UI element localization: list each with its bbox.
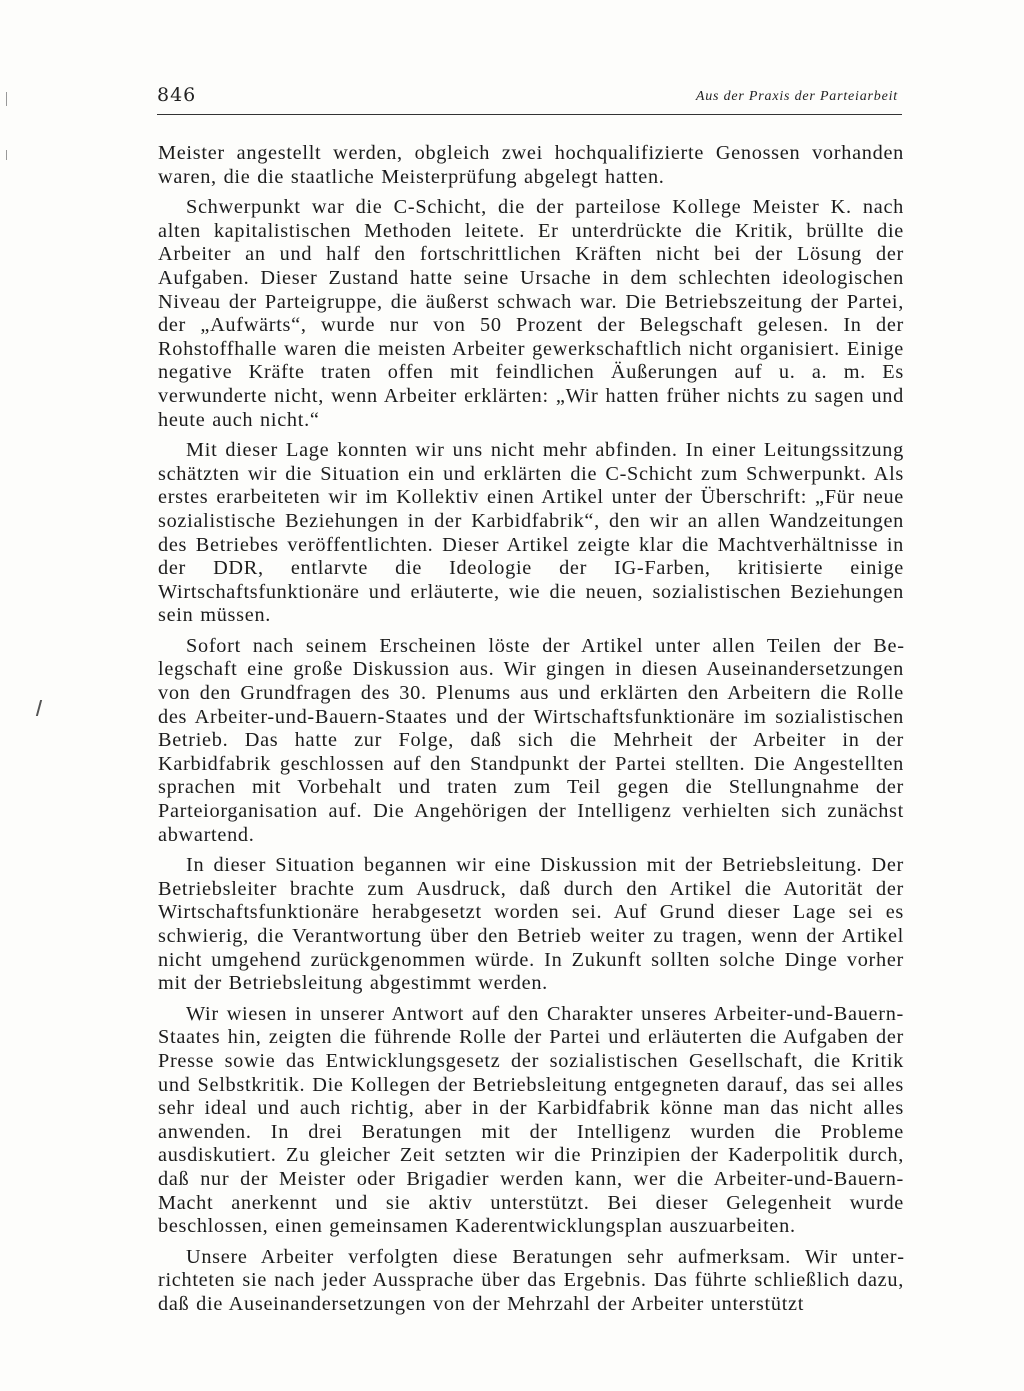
paragraph: Meister angestellt werden, obgleich zwei hochqualifizierte Genossen vorhanden waren, die die staatliche Meisterprüfung abgelegt hatten. bbox=[158, 142, 904, 188]
page-header bbox=[157, 84, 902, 115]
paragraph: Schwerpunkt war die C-Schicht, die der parteilose Kollege Meister K. nach alten kapitalistischen Methoden leitete. Er unterdrückte die Kritik, brüllte die Arbeiter an und half den fortschrittlichen Kräften nicht bei der Lösung der Aufgaben. Dieser Zustand hatte seine Ursache in dem schlechten ideologischen Niveau der Parteigruppe, die äußerst schwach war. Die Betriebszeitung der Partei, der „Aufwärts“, wurde nur von 50 Prozent der Belegschaft gelesen. In der Rohstoffhalle waren die meisten Arbeiter gewerkschaftlich nicht organisiert. Einige negative Kräfte traten offen mit feindlichen Äußerungen auf u. a. m. Es verwunderte nicht, wenn Arbeiter erklärten: „Wir hatten früher nichts zu sagen und heute auch nicht.“ bbox=[158, 196, 904, 431]
scan-edge-mark bbox=[6, 92, 7, 106]
scan-edge-mark bbox=[6, 150, 7, 160]
margin-pencil-mark bbox=[36, 700, 46, 716]
running-head: Aus der Praxis der Parteiarbeit bbox=[695, 89, 898, 104]
paragraph: In dieser Situation begannen wir eine Diskussion mit der Betriebsleitung. Der Betriebsleiter brachte zum Ausdruck, daß durch den Artikel die Autorität der Wirtschaftsfunktionäre herabgesetzt worden sei. Auf Grund dieser Lage sei es schwierig, die Verantwortung über den Betrieb weiter zu tragen, wenn der Artikel nicht umgehend zurückgenommen würde. In Zukunft sollten solche Dinge vorher mit der Betriebsleitung abgestimmt werden. bbox=[158, 854, 904, 995]
paragraph: Sofort nach seinem Erscheinen löste der Artikel unter allen Teilen der Belegschaft eine große Diskussion aus. Wir gingen in diesen Auseinandersetzungen von den Grundfragen des 30. Plenums aus und erklärten den Arbeitern die Rolle des Arbeiter-und-Bauern-Staates und der Wirtschaftsfunktionäre im sozialistischen Betrieb. Das hatte zur Folge, daß sich die Mehrheit der Arbeiter in der Karbidfabrik geschlossen auf den Standpunkt der Partei stellten. Die Angestellten sprachen mit Vorbehalt und traten zum Teil gegen die Stellungnahme der Parteiorganisation auf. Die Angehörigen der Intelligenz verhielten sich zunächst abwartend. bbox=[158, 634, 904, 846]
page-number: 846 bbox=[157, 84, 197, 106]
paragraph: Unsere Arbeiter verfolgten diese Beratungen sehr aufmerksam. Wir unterrichteten sie nach jeder Aussprache über das Ergebnis. Das führte schließlich dazu, daß die Auseinandersetzungen von der Mehrzahl der Arbeiter unterstützt bbox=[158, 1245, 904, 1315]
body-text bbox=[158, 142, 904, 1317]
paragraph: Wir wiesen in unserer Antwort auf den Charakter unseres Arbeiter-und-Bauern-Staates hin, zeigten die führende Rolle der Partei und erläuterten die Aufgaben der Presse sowie das Entwicklungsgesetz der sozialistischen Gesellschaft, die Kritik und Selbstkritik. Die Kollegen der Betriebsleitung entgegneten darauf, das sei alles sehr ideal und auch richtig, aber in der Karbidfabrik könne man das nicht alles anwenden. In drei Beratungen mit der Intelligenz wurden die Probleme ausdiskutiert. Zu gleicher Zeit setzten wir die Prinzipien der Kaderpolitik durch, daß nur der Meister oder Brigadier werden kann, wer die Arbeiter-und-Bauern-Macht anerkennt und sie aktiv unterstützt. Bei dieser Gelegenheit wurde beschlossen, einen gemeinsamen Kaderentwicklungsplan auszuarbeiten. bbox=[158, 1002, 904, 1238]
paragraph: Mit dieser Lage konnten wir uns nicht mehr abfinden. In einer Leitungssitzung schätzten wir die Situation ein und erklärten die C-Schicht zum Schwerpunkt. Als erstes erarbeiteten wir im Kollektiv einen Artikel unter der Überschrift: „Für neue sozialistische Beziehungen in der Karbidfabrik“, den wir an allen Wandzeitungen des Betriebes veröffentlichten. Dieser Artikel zeigte klar die Machtverhältnisse in der DDR, entlarvte die Ideologie der IG-Farben, kritisierte einige Wirtschaftsfunktionäre und erläuterte, wie die neuen, sozialistischen Beziehungen sein müssen. bbox=[158, 439, 904, 627]
